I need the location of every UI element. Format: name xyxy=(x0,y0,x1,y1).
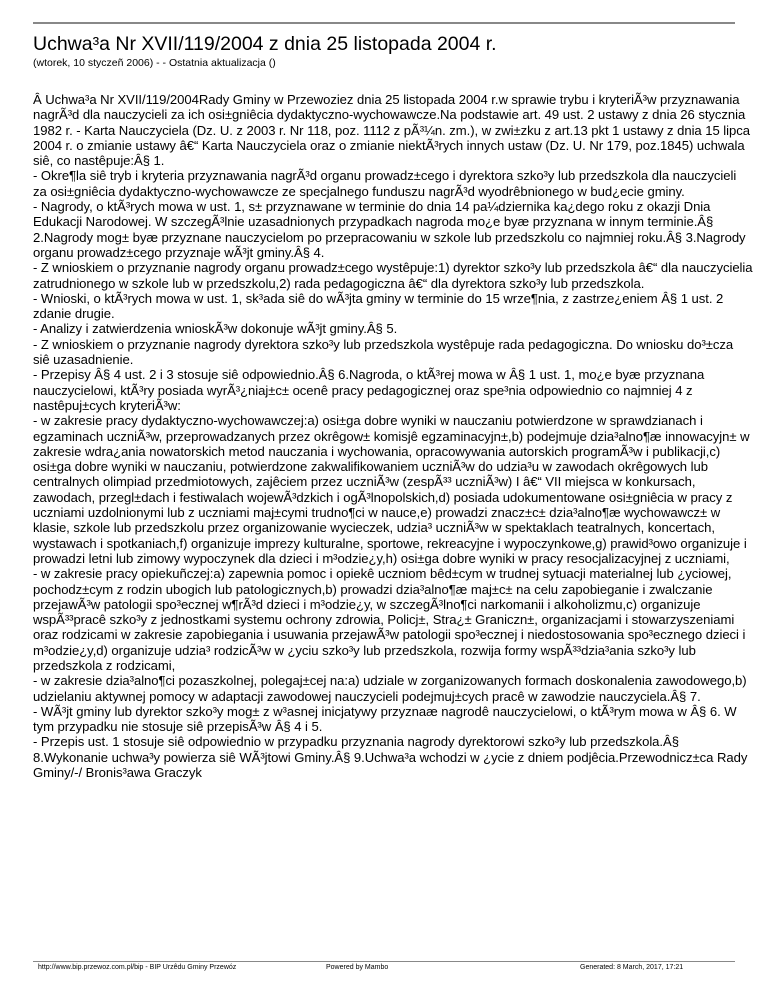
footer-rule xyxy=(33,961,735,962)
footer-url: http://www.bip.przewoz.com.pl/bip - BIP Urzêdu Gminy Przewóz xyxy=(38,964,237,971)
footer-generated: Generated: 8 March, 2017, 17:21 xyxy=(580,964,684,971)
footer-powered-by: Powered by Mambo xyxy=(326,964,389,971)
page-title: Uchwa³a Nr XVII/119/2004 z dnia 25 listopada 2004 r. xyxy=(33,33,497,55)
page-subtitle: (wtorek, 10 styczeñ 2006) - - Ostatnia aktualizacja () xyxy=(33,57,276,69)
document-body: Â Uchwa³a Nr XVII/119/2004Rady Gminy w Przewoziez dnia 25 listopada 2004 r.w sprawie trybu i kryteriÃ³w przyznawania nagrÃ³d dla nauczycieli za ich osi±gniêcia dydaktyczno-wychowawcze.Na podstawie art. 49 ust. 2 ustawy z dnia 26 stycznia 1982 r. - Karta Nauczyciela (Dz. U. z 2003 r. Nr 118, poz. 1112 z pÃ³¼n. zm.), w zwi±zku z art.13 pkt 1 ustawy z dnia 15 lipca 2004 r. o zmianie ustawy â€“ Karta Nauczyciela oraz o zmianie niektÃ³rych innych ustaw (Dz. U. Nr 179, poz.1845) uchwala siê, co nastêpuje:Â§ 1. - Okre¶la siê tryb i kryteria przyznawania nagrÃ³d organu prowadz±cego i dyrektora szko³y lub przedszkola dla nauczycieli za osi±gniêcia dydaktyczno-wychowawcze ze specjalnego funduszu nagrÃ³d wyodrêbnionego w bud¿ecie gminy. - Nagrody, o ktÃ³rych mowa w ust. 1, s± przyznawane w terminie do dnia 14 pa¼dziernika ka¿dego roku z okazji Dnia Edukacji Narodowej. W szczegÃ³lnie uzasadnionych przypadkach nagroda mo¿e byæ przyznana w innym terminie.Â§ 2.Nagrody mog± byæ przyznane nauczycielom po przepracowaniu w szkole lub przedszkolu co najmniej roku.Â§ 3.Nagrody organu prowadz±cego przyznaje wÃ³jt gminy.Â§ 4. - Z wnioskiem o przyznanie nagrody organu prowadz±cego wystêpuje:1) dyrektor szko³y lub przedszkola â€“ dla nauczycielia zatrudnionego w szkole lub w przedszkolu,2) rada pedagogiczna â€“ dla dyrektora szko³y lub przedszkola. - Wnioski, o ktÃ³rych mowa w ust. 1, sk³ada siê do wÃ³jta gminy w terminie do 15 wrze¶nia, z zastrze¿eniem Â§ 1 ust. 2 zdanie drugie. - Analizy i zatwierdzenia wnioskÃ³w dokonuje wÃ³jt gminy.Â§ 5. - Z wnioskiem o przyznanie nagrody dyrektora szko³y lub przedszkola wystêpuje rada pedagogiczna. Do wniosku do³±cza siê uzasadnienie. - Przepisy Â§ 4 ust. 2 i 3 stosuje siê odpowiednio.Â§ 6.Nagroda, o ktÃ³rej mowa w Â§ 1 ust. 1, mo¿e byæ przyznana nauczycielowi, ktÃ³ry posiada wyrÃ³¿niaj±c± ocenê pracy pedagogicznej oraz spe³nia odpowiednio co najmniej 4 z nastêpuj±cych kryteriÃ³w: - w zakresie pracy dydaktyczno-wychowawczej:a) osi±ga dobre wyniki w nauczaniu potwierdzone w sprawdzianach i egzaminach uczniÃ³w, przeprowadzanych przez okrêgow± komisjê egzaminacyjn±,b) podejmuje dzia³alno¶æ innowacyjn± w zakresie wdra¿ania nowatorskich metod nauczania i wychowania, opracowywania autorskich programÃ³w i publikacji,c) osi±ga dobre wyniki w nauczaniu, potwierdzone zakwalifikowaniem uczniÃ³w do udzia³u w zawodach okrêgowych lub centralnych olimpiad przedmiotowych, zajêciem przez uczniÃ³w (zespÃ³³ uczniÃ³w) I â€“ VII miejsca w konkursach, zawodach, przegl±dach i festiwalach wojewÃ³dzkich i ogÃ³lnopolskich,d) posiada udokumentowane osi±gniêcia w pracy z uczniami uzdolnionymi lub z uczniami maj±cymi trudno¶ci w nauce,e) prowadzi znacz±c± dzia³alno¶æ wychowawcz± w klasie, szkole lub przedszkolu przez organizowanie wycieczek, udzia³ uczniÃ³w w spektaklach teatralnych, koncertach, wystawach i spotkaniach,f) organizuje imprezy kulturalne, sportowe, rekreacyjne i wypoczynkowe,g) prawid³owo organizuje i prowadzi letni lub zimowy wypoczynek dla dzieci i m³odzie¿y,h) osi±ga dobre wyniki w pracy resocjalizacyjnej z uczniami, - w zakresie pracy opiekuñczej:a) zapewnia pomoc i opiekê uczniom bêd±cym w trudnej sytuacji materialnej lub ¿yciowej, pochodz±cym z rodzin ubogich lub patologicznych,b) prowadzi dzia³alno¶æ maj±c± na celu zapobieganie i zwalczanie przejawÃ³w patologii spo³ecznej w¶rÃ³d dzieci i m³odzie¿y, w szczegÃ³lno¶ci narkomanii i alkoholizmu,c) organizuje wspÃ³³pracê szko³y z jednostkami systemu ochrony zdrowia, Policj±, Stra¿± Graniczn±, organizacjami i stowarzyszeniami oraz rodzicami w zakresie zapobiegania i usuwania przejawÃ³w patologii spo³ecznej i niedostosowania spo³ecznego dzieci i m³odzie¿y,d) organizuje udzia³ rodzicÃ³w w ¿yciu szko³y lub przedszkola, rozwija formy wspÃ³³dzia³ania szko³y lub przedszkola z rodzicami, - w zakresie dzia³alno¶ci pozaszkolnej, polegaj±cej na:a) udziale w zorganizowanych formach doskonalenia zawodowego,b) udzielaniu aktywnej pomocy w adaptacji zawodowej nauczycieli podejmuj±cych pracê w zawodzie nauczyciela.Â§ 7. - WÃ³jt gminy lub dyrektor szko³y mog± z w³asnej inicjatywy przyznaæ nagrodê nauczycielowi, o ktÃ³rym mowa w Â§ 6. W tym przypadku nie stosuje siê przepisÃ³w Â§ 4 i 5. - Przepis ust. 1 stosuje siê odpowiednio w przypadku przyznania nagrody dyrektorowi szko³y lub przedszkola.Â§ 8.Wykonanie uchwa³y powierza siê WÃ³jtowi Gminy.Â§ 9.Uchwa³a wchodzi w ¿ycie z dniem podjêcia.Przewodnicz±ca Rady Gminy/-/ Bronis³awa Graczyk xyxy=(33,92,753,781)
top-rule xyxy=(33,22,735,24)
